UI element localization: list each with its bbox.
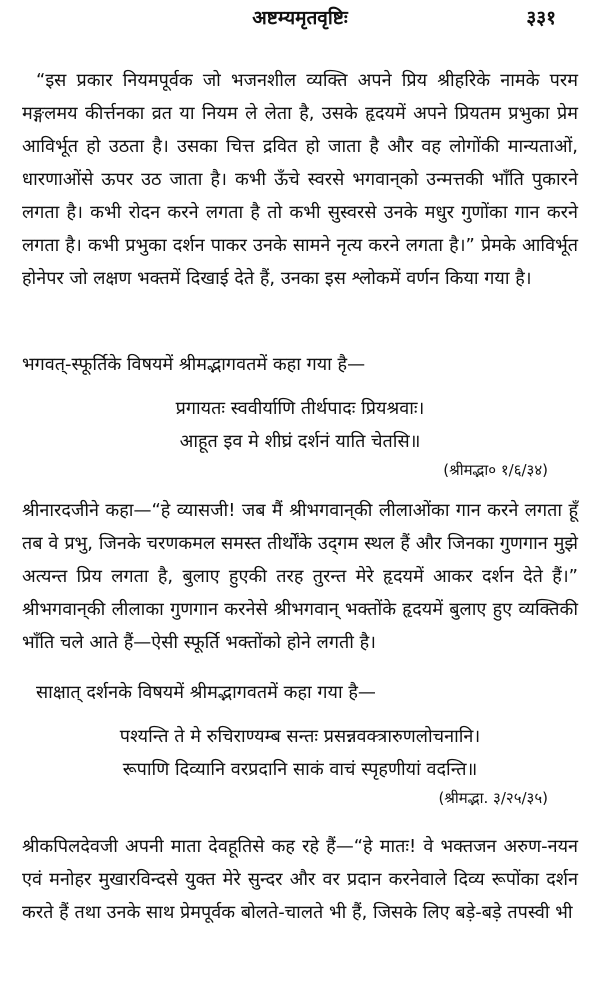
paragraph-4 [22,676,578,709]
paragraph-1 [22,64,578,295]
page-header [22,0,578,40]
reference: (श्रीमद्भा. ३/२५/३५) [438,789,548,807]
paragraph-text: साक्षात् दर्शनके विषयमें श्रीमद्भागवतमें कहा गया है— [36,682,376,703]
verse-1 [22,392,578,458]
paragraph-5 [22,830,578,929]
running-title: अष्टम्यमृतवृष्टिः [252,7,348,29]
paragraph-text: भगवत्-स्फूर्तिके विषयमें श्रीमद्भागवतमें कहा गया है— [22,354,366,375]
verse-line: रूपाणि दिव्यानि वरप्रदानि साकं वाचं स्पृहणीयां वदन्ति॥ [122,759,478,780]
paragraph-text: श्रीकपिलदेवजी अपनी माता देवहूतिसे कह रहे हैं—“हे मातः! वे भक्तजन अरुण-नयन एवं मनोहर मुखारविन्दसे युक्त मेरे सुन्दर और वर प्रदान करनेवाले दिव्य रूपोंका दर्शन करते हैं तथा उनके साथ प्रेमपूर्वक बोलते-चालते भी हैं, जिसके लिए बड़े-बड़े तपस्वी भी [22,836,578,923]
reference: (श्रीमद्भा० १/६/३४) [443,461,548,479]
verse-2-reference [22,786,578,810]
paragraph-3 [22,494,578,659]
page-number: ३३१ [526,7,556,29]
paragraph-text: “इस प्रकार नियमपूर्वक जो भजनशील व्यक्ति अपने प्रिय श्रीहरिके नामके परम मङ्गलमय कीर्त्तनका व्रत या नियम ले लेता है, उसके हृदयमें अपने प्रियतम प्रभुका प्रेम आविर्भूत हो उठता है। उसका चित्त द्रवित हो जाता है और वह लोगोंकी मान्यताओं, धारणाओंसे ऊपर उठ जाता है। कभी ऊँचे स्वरसे भगवान्‌को उन्मत्तकी भाँति पुकारने लगता है। कभी रोदन करने लगता है तो कभी सुस्वरसे उनके मधुर गुणोंका गान करने लगता है। कभी प्रभुका दर्शन पाकर उनके सामने नृत्य करने लगता है।” प्रेमके आविर्भूत होनेपर जो लक्षण भक्तमें दिखाई देते हैं, उनका इस श्लोकमें वर्णन किया गया है। [22,70,578,289]
verse-1-reference [22,458,578,482]
verse-line: आहूत इव मे शीघ्रं दर्शनं याति चेतसि॥ [179,431,421,452]
paragraph-2 [22,348,578,381]
paragraph-text: श्रीनारदजीने कहा—“हे व्यासजी! जब मैं श्रीभगवान्‌की लीलाओंका गान करने लगता हूँ तब वे प्रभु, जिनके चरणकमल समस्त तीर्थोंके उद्‌गम स्थल हैं और जिनका गुणगान मुझे अत्यन्त प्रिय लगता है, बुलाए हुएकी तरह तुरन्त मेरे हृदयमें आकर दर्शन देते हैं।” श्रीभगवान्‌की लीलाका गुणगान करनेसे श्रीभगवान् भक्तोंके हृदयमें बुलाए हुए व्यक्तिकी भाँति चले आते हैं—ऐसी स्फूर्ति भक्तोंको होने लगती है। [22,500,578,653]
verse-2 [22,720,578,786]
verse-line: पश्यन्ति ते मे रुचिराण्यम्ब सन्तः प्रसन्नवक्त्रारुणलोचनानि। [119,726,481,747]
verse-line: प्रगायतः स्ववीर्याणि तीर्थपादः प्रियश्रवाः। [175,398,425,419]
